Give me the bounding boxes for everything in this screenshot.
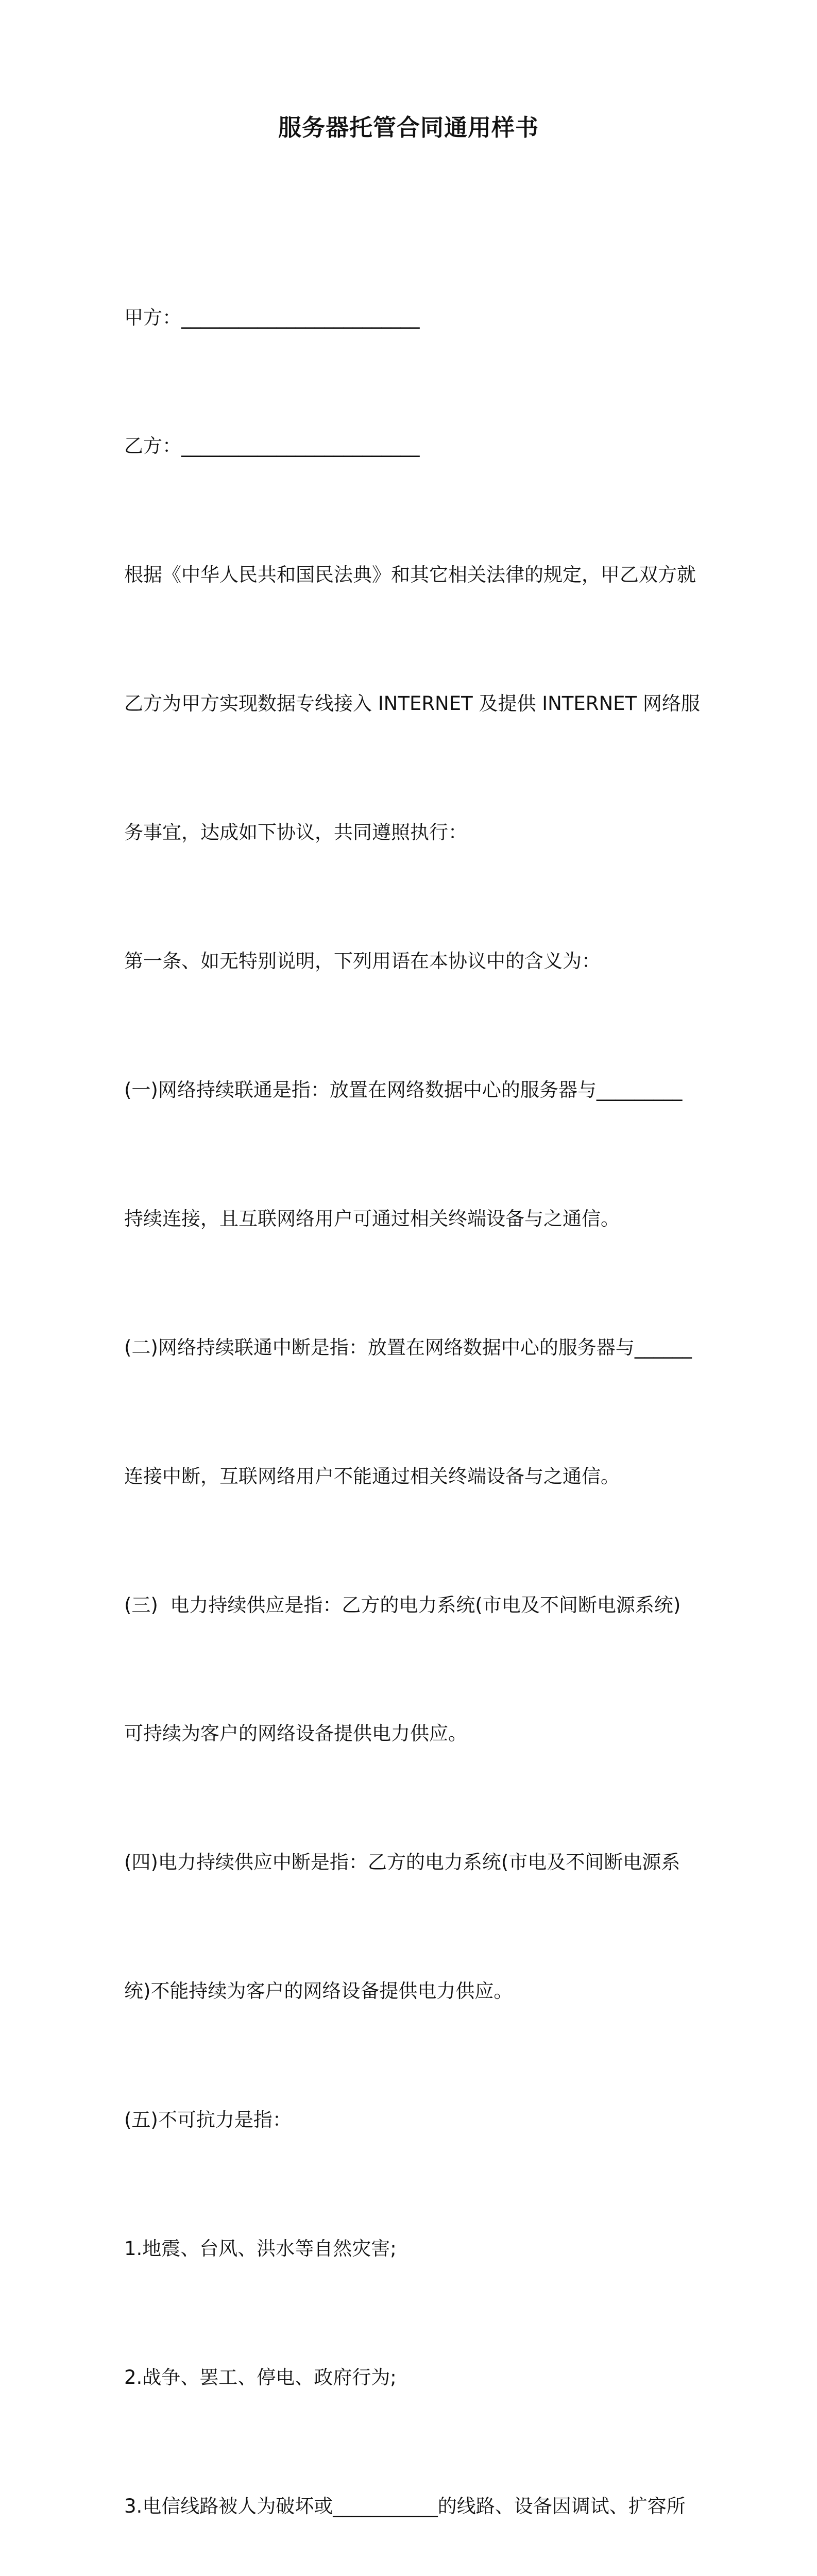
force-majeure-item-2: 2.战争、罢工、停电、政府行为;	[124, 2366, 397, 2388]
clause-3-line-1: (三) 电力持续供应是指：乙方的电力系统(市电及不间断电源系统)	[124, 1594, 681, 1616]
force-majeure-item-1: 1.地震、台风、洪水等自然灾害;	[124, 2237, 397, 2260]
clause-3-line-2: 可持续为客户的网络设备提供电力供应。	[124, 1722, 467, 1745]
clause-4-line-2: 统)不能持续为客户的网络设备提供电力供应。	[124, 1980, 513, 2003]
preamble-line-2: 乙方为甲方实现数据专线接入 INTERNET 及提供 INTERNET 网络服	[124, 692, 700, 715]
party-b-line: 乙方：_________________________	[124, 435, 420, 457]
clause-1-line-1: (一)网络持续联通是指：放置在网络数据中心的服务器与_________	[124, 1078, 683, 1101]
clause-1-line-2: 持续连接，且互联网络用户可通过相关终端设备与之通信。	[124, 1207, 620, 1230]
party-a-line: 甲方：_________________________	[124, 306, 420, 329]
clause-2-line-2: 连接中断，互联网络用户不能通过相关终端设备与之通信。	[124, 1465, 620, 1487]
force-majeure-item-3-line-1: 3.电信线路被人为破坏或___________的线路、设备因调试、扩容所	[124, 2495, 686, 2517]
clause-4-line-1: (四)电力持续供应中断是指：乙方的电力系统(市电及不间断电源系	[124, 1851, 680, 1874]
document-body	[124, 210, 701, 2576]
clause-5-heading: (五)不可抗力是指：	[124, 2109, 292, 2131]
preamble-line-3: 务事宜，达成如下协议，共同遵照执行：	[124, 821, 467, 844]
article-1-heading: 第一条、如无特别说明，下列用语在本协议中的含义为：	[124, 950, 601, 973]
document-title: 服务器托管合同通用样书	[278, 114, 539, 141]
preamble-line-1: 根据《中华人民共和国民法典》和其它相关法律的规定，甲乙双方就	[124, 564, 696, 586]
clause-2-line-1: (二)网络持续联通中断是指：放置在网络数据中心的服务器与______	[124, 1336, 692, 1359]
